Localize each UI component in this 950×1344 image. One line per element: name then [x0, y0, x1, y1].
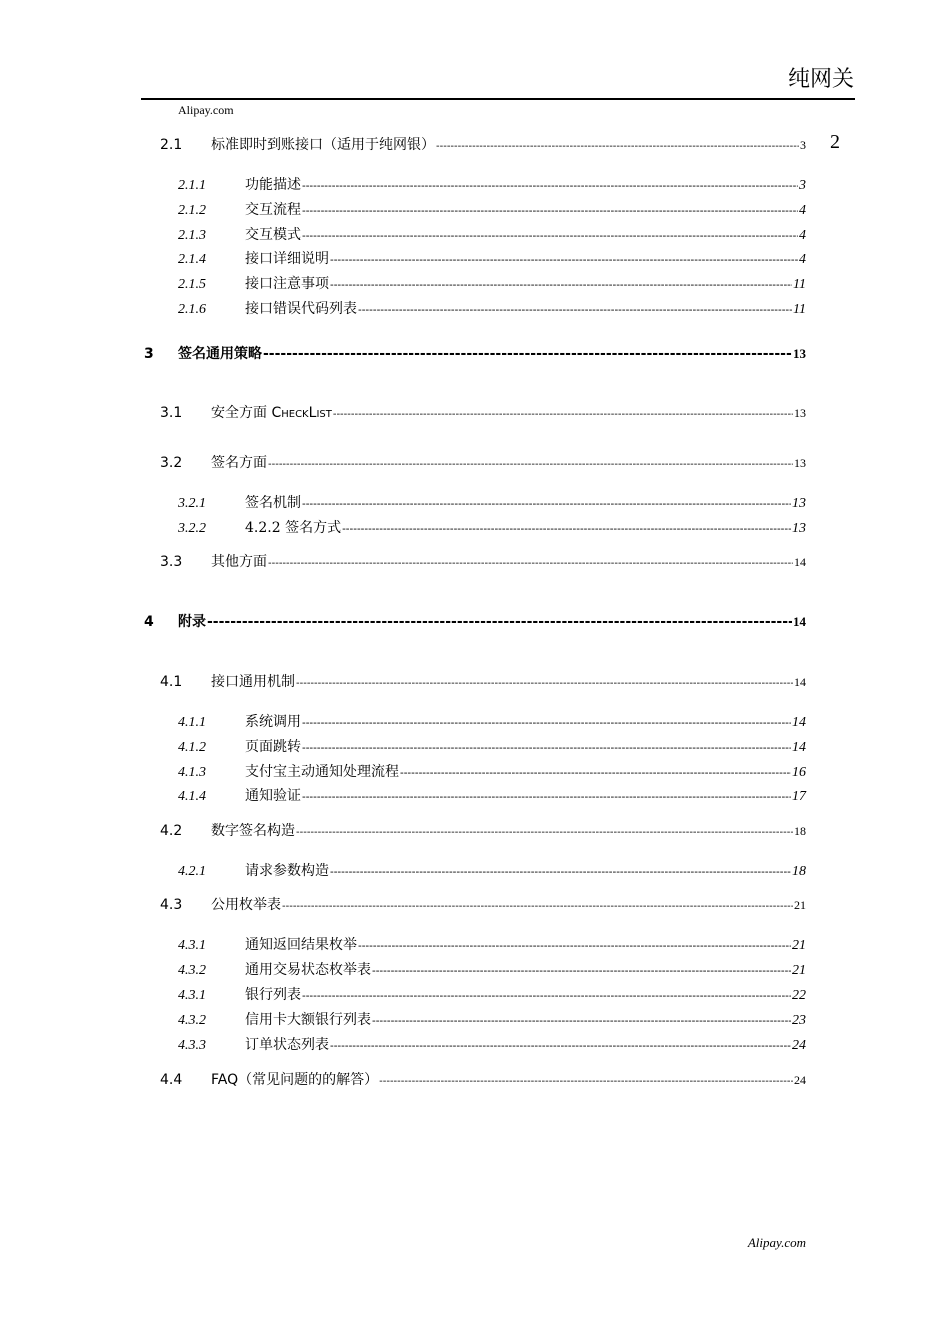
- toc-entry[interactable]: [144, 611, 806, 631]
- toc-dot-leader: [436, 141, 799, 152]
- toc-dot-leader: [330, 1039, 791, 1052]
- toc-dot-leader: [302, 204, 798, 217]
- toc-entry-title: 接口通用机制: [211, 674, 295, 690]
- toc-entry-page: 11: [793, 277, 806, 292]
- toc-dot-leader: [358, 939, 791, 952]
- toc-entry-number: 2.1.2: [178, 203, 206, 218]
- toc-entry[interactable]: [178, 248, 806, 268]
- toc-entry-page: 23: [792, 1013, 806, 1028]
- toc-dot-leader: [263, 346, 792, 362]
- toc-entry-title: 请求参数构造: [245, 863, 329, 879]
- toc-entry[interactable]: [178, 224, 806, 244]
- toc-entry-page: 14: [792, 715, 806, 730]
- toc-entry[interactable]: [178, 298, 806, 318]
- toc-entry-number: 4.3.1: [178, 938, 206, 953]
- toc-entry-number: 4.2: [160, 823, 183, 839]
- toc-dot-leader: [330, 865, 791, 878]
- toc-entry[interactable]: [160, 820, 806, 840]
- toc-entry[interactable]: [160, 402, 806, 422]
- toc-entry[interactable]: [160, 452, 806, 472]
- toc-entry-title: 接口详细说明: [245, 251, 329, 267]
- toc-entry-number: 4: [144, 614, 154, 630]
- document-title: 纯网关: [787, 67, 854, 92]
- toc-entry[interactable]: [160, 671, 806, 691]
- toc-dot-leader: [302, 790, 791, 803]
- toc-entry-number: 3.2.2: [178, 521, 206, 536]
- toc-entry-number: 4.1.3: [178, 765, 206, 780]
- toc-entry-title: 接口注意事项: [245, 276, 329, 292]
- toc-entry-number: 4.1.2: [178, 740, 206, 755]
- toc-entry-title: 签名通用策略: [178, 346, 262, 362]
- toc-entry[interactable]: [178, 492, 806, 512]
- toc-entry[interactable]: [160, 134, 806, 154]
- toc-dot-leader: [400, 766, 791, 779]
- toc-entry-page: 13: [794, 406, 806, 420]
- toc-entry-number: 4.2.1: [178, 864, 206, 879]
- toc-entry-page: 13: [794, 456, 806, 470]
- toc-entry-number: 4.3.3: [178, 1038, 206, 1053]
- toc-dot-leader: [358, 303, 792, 316]
- toc-entry-page: 13: [792, 521, 806, 536]
- toc-entry-number: 2.1.4: [178, 252, 206, 267]
- toc-entry-title: 其他方面: [211, 554, 267, 570]
- toc-entry-page: 13: [793, 346, 806, 361]
- toc-entry[interactable]: [178, 1034, 806, 1054]
- toc-entry-page: 24: [794, 1073, 806, 1087]
- toc-dot-leader: [302, 179, 798, 192]
- toc-entry-number: 4.1: [160, 674, 183, 690]
- toc-entry-page: 21: [792, 938, 806, 953]
- toc-entry-page: 18: [794, 824, 806, 838]
- toc-entry[interactable]: [178, 517, 806, 537]
- toc-entry-page: 16: [792, 765, 806, 780]
- toc-entry-title: 交互模式: [245, 227, 301, 243]
- toc-entry-number: 3.2.1: [178, 496, 206, 511]
- toc-entry-number: 3.1: [160, 405, 183, 421]
- page-number: 2: [830, 131, 840, 153]
- toc-entry-page: 18: [792, 864, 806, 879]
- toc-dot-leader: [302, 741, 791, 754]
- toc-entry-page: 21: [794, 898, 806, 912]
- toc-entry-number: 2.1.5: [178, 277, 206, 292]
- toc-entry[interactable]: [178, 199, 806, 219]
- toc-entry[interactable]: [178, 736, 806, 756]
- header-rule: [141, 98, 855, 100]
- toc-entry-page: 14: [794, 555, 806, 569]
- toc-entry-title: 通知验证: [245, 788, 301, 804]
- toc-entry-page: 4: [799, 228, 806, 243]
- toc-entry-number: 2.1.6: [178, 302, 206, 317]
- toc-entry[interactable]: [178, 785, 806, 805]
- toc-dot-leader: [333, 409, 793, 420]
- toc-entry-page: 4: [799, 252, 806, 267]
- toc-entry-page: 21: [792, 963, 806, 978]
- toc-entry[interactable]: [178, 761, 806, 781]
- toc-entry-title: 签名方面: [211, 455, 267, 471]
- toc-entry-number: 4.1.4: [178, 789, 206, 804]
- toc-entry-title: 功能描述: [245, 177, 301, 193]
- toc-entry-title: 接口错误代码列表: [245, 301, 357, 317]
- toc-entry-title: 4.2.2 签名方式: [245, 520, 342, 536]
- toc-entry-title: 订单状态列表: [245, 1037, 329, 1053]
- toc-entry-title: 签名机制: [245, 495, 301, 511]
- toc-dot-leader: [268, 558, 793, 569]
- toc-entry-title: 附录: [178, 614, 206, 630]
- toc-entry-page: 3: [800, 138, 806, 152]
- toc-dot-leader: [302, 989, 791, 1002]
- toc-entry-number: 4.3.1: [178, 988, 206, 1003]
- toc-entry-title: FAQ（常见问题的的解答）: [211, 1072, 379, 1088]
- toc-dot-leader: [330, 278, 792, 291]
- toc-entry[interactable]: [178, 273, 806, 293]
- toc-entry[interactable]: [160, 894, 806, 914]
- toc-entry-title: 通知返回结果枚举: [245, 937, 357, 953]
- toc-dot-leader: [342, 522, 791, 535]
- toc-entry-number: 4.3.2: [178, 963, 206, 978]
- toc-entry-title: 交互流程: [245, 202, 301, 218]
- toc-dot-leader: [296, 827, 793, 838]
- toc-entry-page: 22: [792, 988, 806, 1003]
- toc-entry-title: 通用交易状态枚举表: [245, 962, 371, 978]
- toc-entry-page: 14: [794, 675, 806, 689]
- toc-entry-page: 24: [792, 1038, 806, 1053]
- toc-entry[interactable]: [178, 174, 806, 194]
- toc-entry-number: 3.3: [160, 554, 183, 570]
- toc-entry-page: 17: [792, 789, 806, 804]
- toc-dot-leader: [268, 459, 793, 470]
- toc-entry-title: 安全方面 CHECKLIST: [211, 405, 332, 421]
- toc-entry[interactable]: [160, 1069, 806, 1089]
- toc-dot-leader: [379, 1076, 793, 1087]
- toc-entry-number: 2.1: [160, 137, 183, 153]
- toc-entry-title: 标准即时到账接口（适用于纯网银）: [211, 137, 435, 153]
- toc-entry-number: 4.3.2: [178, 1013, 206, 1028]
- toc-entry[interactable]: [144, 343, 806, 363]
- toc-entry[interactable]: [178, 1009, 806, 1029]
- toc-entry-number: 4.3: [160, 897, 183, 913]
- toc-entry-page: 14: [792, 740, 806, 755]
- toc-entry[interactable]: [178, 711, 806, 731]
- toc-entry-title: 页面跳转: [245, 739, 301, 755]
- toc-entry-title: 系统调用: [245, 714, 301, 730]
- toc-dot-leader: [372, 964, 791, 977]
- toc-entry-number: 3: [144, 346, 154, 362]
- toc-dot-leader: [282, 901, 793, 912]
- toc-dot-leader: [372, 1014, 791, 1027]
- toc-entry-page: 11: [793, 302, 806, 317]
- toc-entry-title: 信用卡大额银行列表: [245, 1012, 371, 1028]
- toc-entry-number: 2.1.1: [178, 178, 206, 193]
- toc-entry-title: 数字签名构造: [211, 823, 295, 839]
- toc-entry[interactable]: [178, 934, 806, 954]
- toc-entry-title: 公用枚举表: [211, 897, 281, 913]
- toc-entry-page: 4: [799, 203, 806, 218]
- toc-entry-title: 支付宝主动通知处理流程: [245, 764, 399, 780]
- toc-dot-leader: [296, 678, 793, 689]
- toc-entry-number: 4.1.1: [178, 715, 206, 730]
- toc-entry[interactable]: [178, 860, 806, 880]
- toc-dot-leader: [207, 614, 792, 630]
- toc-entry-page: 13: [792, 496, 806, 511]
- toc-entry[interactable]: [160, 551, 806, 571]
- header-subtitle: Alipay.com: [178, 103, 234, 117]
- toc-dot-leader: [302, 716, 791, 729]
- toc-entry[interactable]: [178, 984, 806, 1004]
- toc-entry-page: 14: [793, 614, 806, 629]
- toc-dot-leader: [330, 253, 798, 266]
- toc-dot-leader: [302, 497, 791, 510]
- toc-entry-number: 4.4: [160, 1072, 183, 1088]
- toc-entry-number: 2.1.3: [178, 228, 206, 243]
- toc-dot-leader: [302, 229, 798, 242]
- toc-entry-title: 银行列表: [245, 987, 301, 1003]
- toc-entry[interactable]: [178, 959, 806, 979]
- toc-entry-number: 3.2: [160, 455, 183, 471]
- toc-entry-page: 3: [799, 178, 806, 193]
- footer-text: Alipay.com: [747, 1235, 806, 1250]
